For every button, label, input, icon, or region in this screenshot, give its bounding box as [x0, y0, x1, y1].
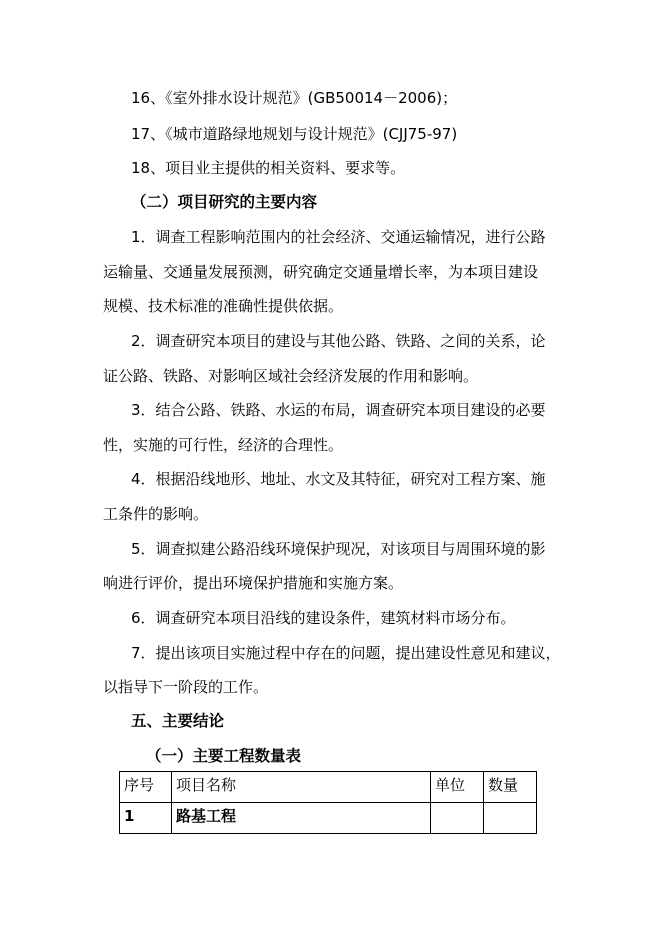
- header-cell-unit: 单位: [431, 772, 484, 803]
- content-line: 2．调查研究本项目的建设与其他公路、铁路、之间的关系，论: [131, 332, 546, 350]
- content-line: 3．结合公路、铁路、水运的布局，调查研究本项目建设的必要: [131, 401, 546, 419]
- content-line: 性，实施的可行性，经济的合理性。: [103, 436, 344, 454]
- header-cell-quantity: 数量: [484, 772, 537, 803]
- cell-item-name: 路基工程: [172, 803, 431, 834]
- content-line: 以指导下一阶段的工作。: [103, 678, 269, 696]
- reference-item-17: 17、《城市道路绿地规划与设计规范》(CJJ75-97): [131, 125, 458, 143]
- table-row: [120, 803, 537, 834]
- cell-unit: [431, 803, 484, 834]
- reference-item-16: 16、《室外排水设计规范》(GB50014－2006)；: [131, 89, 458, 107]
- cell-quantity: [484, 803, 537, 834]
- content-line: 6．调查研究本项目沿线的建设条件，建筑材料市场分布。: [131, 609, 516, 627]
- table-header-row: [120, 772, 537, 803]
- content-line: 工条件的影响。: [103, 505, 209, 523]
- chapter-heading: 五、主要结论: [131, 712, 225, 730]
- content-line: 证公路、铁路、对影响区域社会经济发展的作用和影响。: [103, 367, 479, 385]
- content-line: 响进行评价，提出环境保护措施和实施方案。: [103, 574, 404, 592]
- header-cell-item-name: 项目名称: [172, 772, 431, 803]
- content-line: 5．调查拟建公路沿线环境保护现况，对该项目与周围环境的影: [131, 540, 546, 558]
- header-cell-index: 序号: [120, 772, 172, 803]
- content-line: 4．根据沿线地形、地址、水文及其特征，研究对工程方案、施: [131, 470, 546, 488]
- content-line: 规模、技术标准的准确性提供依据。: [103, 297, 344, 315]
- table-heading: （一）主要工程数量表: [146, 747, 302, 765]
- reference-item-18: 18、项目业主提供的相关资料、要求等。: [131, 159, 406, 177]
- cell-index: 1: [120, 803, 172, 834]
- quantity-table: [119, 771, 537, 834]
- content-line: 7．提出该项目实施过程中存在的问题，提出建设性意见和建议，: [131, 644, 561, 662]
- content-line: 1．调查工程影响范围内的社会经济、交通运输情况，进行公路: [131, 228, 546, 246]
- section-heading: （二）项目研究的主要内容: [131, 193, 318, 211]
- content-line: 运输量、交通量发展预测，研究确定交通量增长率，为本项目建设: [103, 263, 539, 281]
